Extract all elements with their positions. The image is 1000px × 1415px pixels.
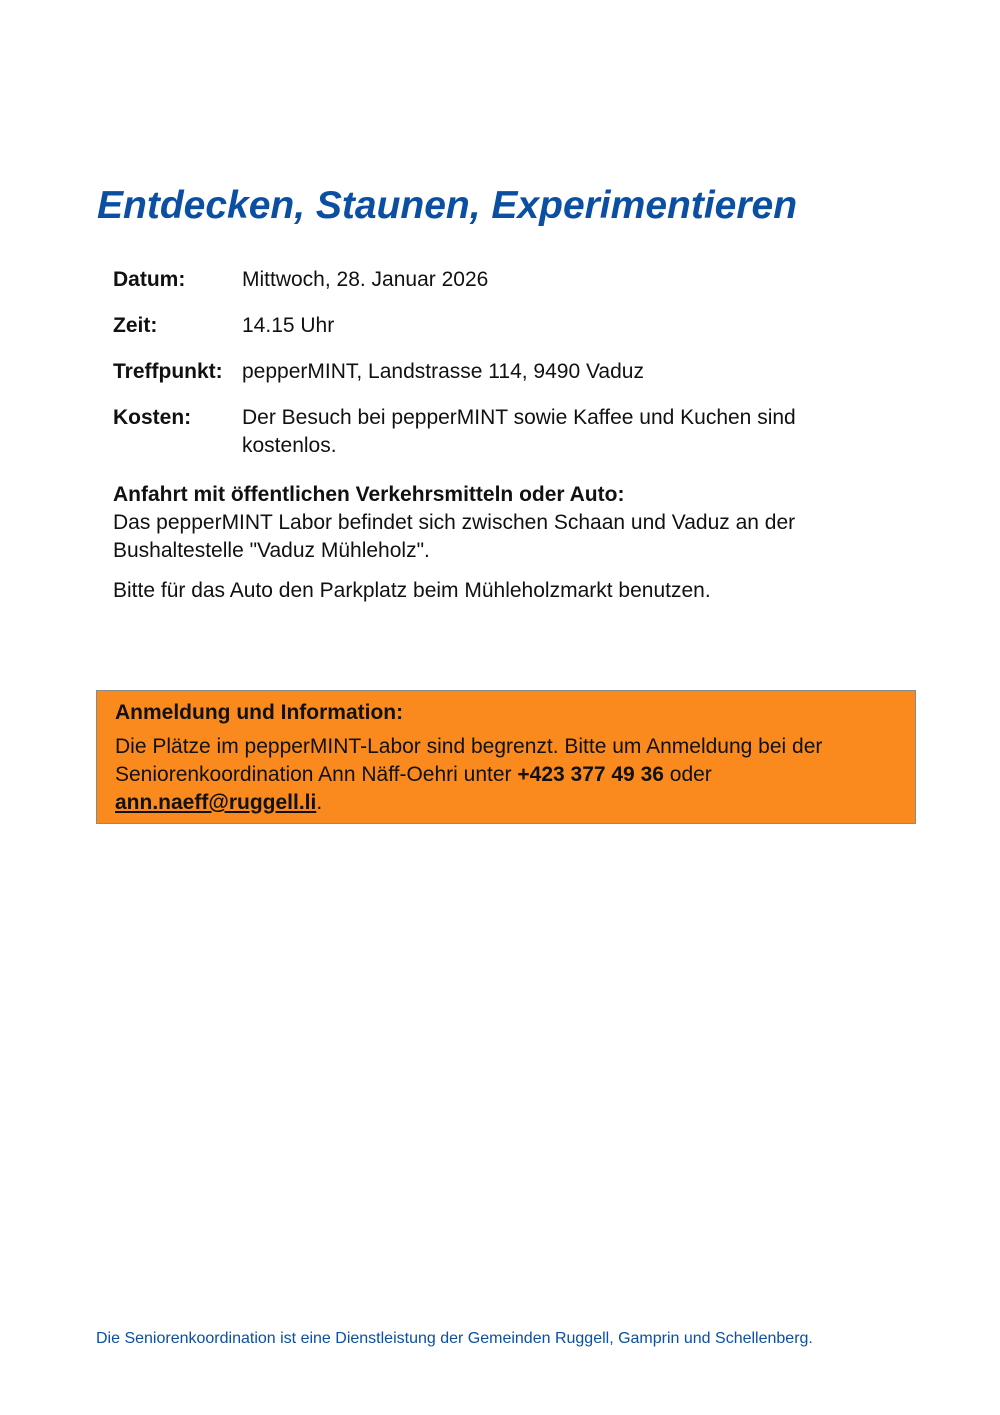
detail-row-costs (113, 404, 893, 460)
costs-label: Kosten: (113, 406, 192, 429)
directions-text: Das pepperMINT Labor befindet sich zwischen Schaan und Vaduz an der Bushaltestelle "Vaduz Mühleholz". (113, 511, 796, 562)
parking-note: Bitte für das Auto den Parkplatz beim Mühleholzmarkt benutzen. (113, 579, 711, 602)
time-value: 14.15 Uhr (242, 314, 335, 337)
time-label: Zeit: (113, 314, 158, 337)
event-details (113, 266, 893, 478)
directions-section (113, 481, 913, 605)
registration-text (115, 733, 895, 817)
date-label: Datum: (113, 268, 186, 291)
meeting-point-value: pepperMINT, Landstrasse 114, 9490 Vaduz (242, 360, 644, 383)
directions-heading: Anfahrt mit öffentlichen Verkehrsmitteln oder Auto: (113, 483, 625, 506)
detail-row-date (113, 266, 893, 294)
phone-number[interactable]: +423 377 49 36 (517, 763, 664, 786)
date-value: Mittwoch, 28. Januar 2026 (242, 268, 489, 291)
registration-intro: Die Plätze im pepperMINT-Labor sind begrenzt. Bitte um Anmeldung bei der Seniorenkoordination Ann Näff-Oehri unter (115, 735, 823, 786)
registration-box (96, 690, 916, 824)
meeting-point-label: Treffpunkt: (113, 360, 223, 383)
email-link[interactable]: ann.naeff@ruggell.li (115, 791, 317, 814)
registration-or: oder (663, 763, 712, 786)
footer-note: Die Seniorenkoordination ist eine Dienstleistung der Gemeinden Ruggell, Gamprin und Schellenberg. (96, 1330, 813, 1347)
registration-period: . (316, 791, 323, 814)
registration-heading: Anmeldung und Information: (115, 701, 404, 724)
costs-value: Der Besuch bei pepperMINT sowie Kaffee und Kuchen sind kostenlos. (242, 406, 796, 457)
detail-row-meeting-point (113, 358, 893, 386)
page-title: Entdecken, Staunen, Experimentieren (97, 184, 798, 227)
detail-row-time (113, 312, 893, 340)
